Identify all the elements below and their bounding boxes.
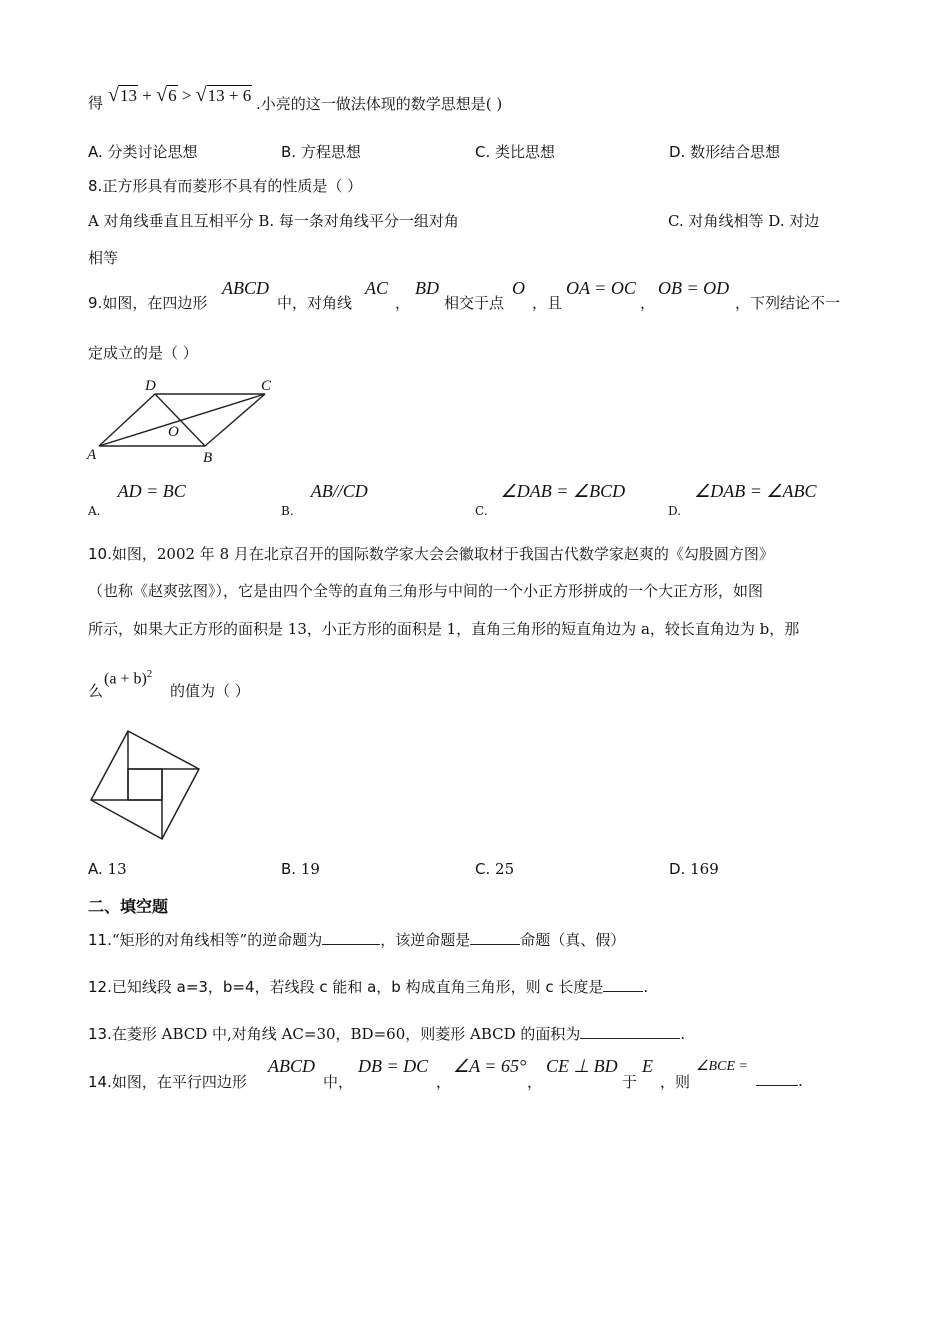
q14-t3: ，: [436, 1073, 452, 1091]
outer-square: [91, 731, 199, 839]
zhao-shuang-figure: [88, 728, 204, 842]
q7-option-a: A. 分类讨论思想: [88, 143, 198, 161]
inner-square: [128, 769, 162, 800]
q7-sqrt-13: √13: [108, 84, 137, 106]
q9-m-ob-od: OB = OD: [658, 278, 730, 298]
q7-sqrt-6: √6: [156, 84, 177, 106]
q9-t3: ，: [395, 294, 411, 312]
side-bc: [205, 394, 265, 446]
q8-stem: 8.正方形具有而菱形不具有的性质是（ ）: [88, 177, 363, 195]
q7-option-c: C. 类比思想: [475, 143, 556, 161]
q9-t4: 相交于点: [444, 294, 505, 312]
q12-blank[interactable]: [603, 977, 643, 992]
q9-parallelogram-figure: [85, 376, 285, 468]
q9-option-b: $_{B.}$ AB//CD: [281, 481, 368, 518]
label-a: A: [87, 447, 97, 463]
q14-m-angle-a: ∠A = 65°: [453, 1056, 527, 1076]
q7-tail: .小亮的这一做法体现的数学思想是( ): [256, 95, 503, 113]
q9-m-o: O: [512, 278, 525, 298]
side-da: [99, 394, 155, 446]
q14-m-db-dc: DB = DC: [358, 1056, 429, 1076]
q10-option-c: C. 25: [475, 860, 515, 878]
q14-m-abcd: ABCD: [268, 1056, 315, 1076]
q9-m-abcd: ABCD: [222, 278, 269, 298]
q14-m-e: E: [642, 1056, 653, 1076]
q14-t6: ，则: [660, 1073, 691, 1091]
q14-blank-wrap: .: [756, 1071, 803, 1090]
q14-m-angle-bce: ∠BCE =: [696, 1059, 748, 1074]
q14-t5: 于: [622, 1073, 638, 1091]
label-o: O: [168, 424, 179, 440]
q9-option-a: $_{A.}$ AD = BC: [88, 481, 186, 518]
q7-plus: +: [142, 86, 152, 105]
q11: 11.“矩形的对角线相等”的逆命题为 ，该逆命题是 命题（真、假）: [88, 931, 626, 949]
q10-line4-tail: 的值为（ ）: [170, 682, 250, 700]
q11-blank-1[interactable]: [322, 930, 380, 945]
q13-blank[interactable]: [580, 1024, 680, 1039]
q7-lead: 得: [88, 94, 104, 112]
diagonal-bd: [155, 394, 205, 446]
q12: 12.已知线段 a=3，b=4，若线段 c 能和 a，b 构成直角三角形，则 c 长度是 .: [88, 978, 649, 996]
label-d: D: [145, 378, 156, 394]
q14-m-ce-perp-bd: CE ⊥ BD: [546, 1056, 618, 1076]
q10-line2: （也称《赵爽弦图》），它是由四个全等的直角三角形与中间的一个小正方形拼成的一个大正方形，如图: [88, 582, 764, 600]
q14-t4: ，: [527, 1073, 543, 1091]
q9-line2: 定成立的是（ ）: [88, 344, 198, 362]
q9-m-bd: BD: [415, 278, 439, 298]
q9-t7: ，下列结论不一: [735, 294, 841, 312]
q7-stem-line: [88, 92, 103, 113]
q8-options-ab: A 对角线垂直且互相平分 B. 每一条对角线平分一组对角: [88, 212, 459, 230]
q7-sqrt-13-6: √13 + 6: [195, 84, 252, 106]
label-b: B: [203, 450, 213, 466]
q10-option-a: A. 13: [88, 860, 127, 878]
q14-blank[interactable]: [756, 1071, 798, 1086]
q14-lead: 14.如图，在平行四边形: [88, 1073, 247, 1091]
q7-gt: >: [181, 86, 192, 105]
q10-line4-lead: 么: [88, 682, 104, 700]
section-title: 二、填空题: [88, 897, 169, 916]
q7-inequality: [108, 84, 252, 107]
q9-t6: ，: [640, 294, 656, 312]
q10-expr: $(a + b)^2$: [104, 668, 153, 688]
q7-option-b: B. 方程思想: [281, 143, 361, 161]
q9-t5: ，且: [532, 294, 563, 312]
q14-t2: 中，: [323, 1073, 354, 1091]
q10-option-d: D. 169: [669, 860, 719, 878]
q9-option-d: $_{D.}$ ∠DAB = ∠ABC: [668, 481, 817, 518]
q8-options-cont: 相等: [88, 249, 119, 267]
q9-option-c: $_{C.}$ ∠DAB = ∠BCD: [475, 481, 626, 518]
label-c: C: [261, 378, 272, 394]
q9-number: 9.如图，在四边形: [88, 294, 208, 312]
q9-m-ac: AC: [365, 278, 389, 298]
diagonal-ac: [99, 394, 265, 446]
q13: 13.在菱形 ABCD 中,对角线 AC=30，BD=60，则菱形 ABCD 的面积为 .: [88, 1025, 686, 1043]
q10-option-b: B. 19: [281, 860, 320, 878]
q7-option-d: D. 数形结合思想: [669, 143, 781, 161]
q9-m-oa-oc: OA = OC: [566, 278, 636, 298]
q9-t2: 中，对角线: [277, 294, 353, 312]
q8-options-cd: C. 对角线相等 D. 对边: [668, 212, 820, 230]
q11-blank-2[interactable]: [470, 930, 520, 945]
q10-line1: 10.如图，2002 年 8 月在北京召开的国际数学家大会会徽取材于我国古代数学家赵爽的《勾股圆方图》: [88, 545, 774, 563]
q10-line3: 所示，如果大正方形的面积是 13，小正方形的面积是 1，直角三角形的短直角边为 a，较长直角边为 b，那: [88, 620, 800, 638]
